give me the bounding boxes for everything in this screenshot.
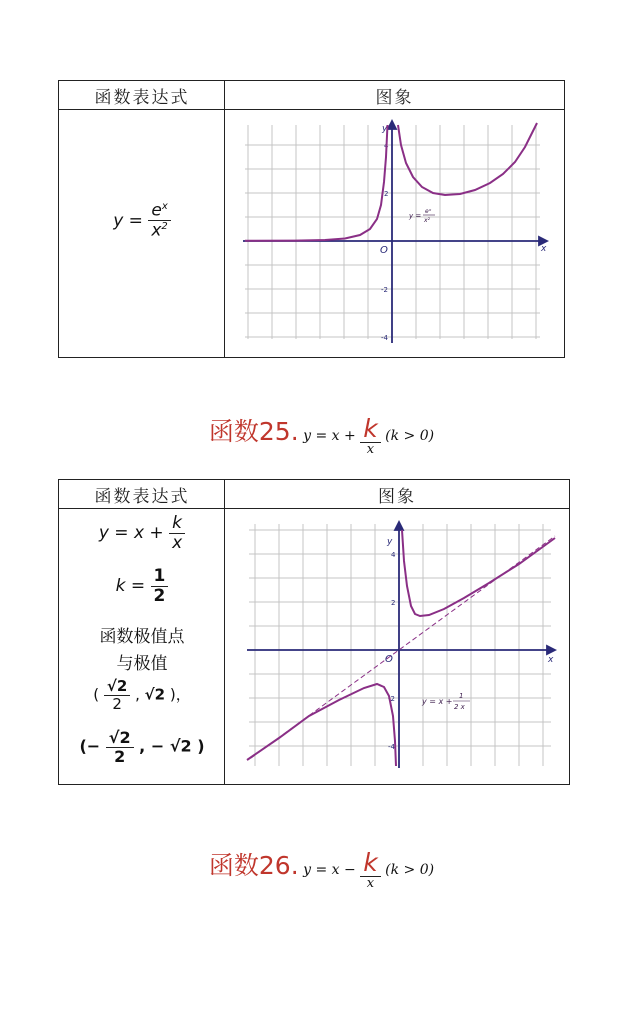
y-axis-label: y <box>382 124 388 134</box>
header-graph: 图象 <box>225 81 564 110</box>
graph-exp-over-x-squared <box>235 117 555 349</box>
graph-x-plus-k-over-x <box>239 516 561 778</box>
curve-left-branch <box>245 125 388 241</box>
curve-right-branch <box>398 123 537 195</box>
y-tick-neg2: -2 <box>381 286 388 294</box>
formula-cell: y = $\frac{e^x}{x^2}$ <box>59 201 225 241</box>
header-expression: 函数表达式 <box>59 81 225 110</box>
y-tick-2: 2 <box>391 599 396 607</box>
axes <box>243 121 547 343</box>
extremum-description: 函数极值点 与极值 <box>99 627 185 674</box>
x-axis-label: x <box>548 655 554 665</box>
function-table-1 <box>58 80 565 358</box>
y-tick-2: 2 <box>384 190 389 198</box>
svg-text:y = x +: y = x + <box>422 697 453 706</box>
extremum-point-2: (− $\frac{√2}{2}$ , − √2 ) <box>79 728 205 766</box>
y-tick-neg4: -4 <box>381 334 388 342</box>
curve-left-branch <box>247 684 396 766</box>
curve-label <box>408 208 435 224</box>
function-table-2 <box>58 479 570 785</box>
section-title-26: 函数26. y = x − $\frac{k}{x}$ (k > 0) <box>208 847 435 892</box>
svg-text:y =: y = <box>409 212 422 220</box>
curve-right-branch <box>402 530 555 616</box>
svg-text:1: 1 <box>459 692 464 700</box>
origin-label: O <box>380 245 388 256</box>
formula-cell: y = x + $\frac{k}{x}$ <box>59 514 225 552</box>
y-tick-4: 4 <box>384 142 389 150</box>
y-tick-4: 4 <box>391 551 396 559</box>
header-expression: 函数表达式 <box>59 480 225 509</box>
y-tick-neg2: -2 <box>388 695 395 703</box>
section-title-25: 函数25. y = x + $\frac{k}{x}$ (k > 0) <box>208 413 435 458</box>
curve-label <box>421 692 470 711</box>
y-axis-label: y <box>387 537 393 547</box>
extremum-point-1: ( $\frac{√2}{2}$ , √2 )， <box>93 677 191 713</box>
header-graph: 图象 <box>225 480 569 509</box>
k-value: k = $\frac{1}{2}$ <box>59 567 225 605</box>
axes <box>247 522 555 768</box>
svg-text:eˣ: eˣ <box>425 208 432 215</box>
grid <box>249 524 551 766</box>
svg-text:2 x: 2 x <box>454 703 465 711</box>
x-axis-label: x <box>541 244 547 254</box>
origin-label: O <box>385 654 393 665</box>
svg-text:x²: x² <box>424 217 430 224</box>
y-tick-neg4: -4 <box>388 743 395 751</box>
